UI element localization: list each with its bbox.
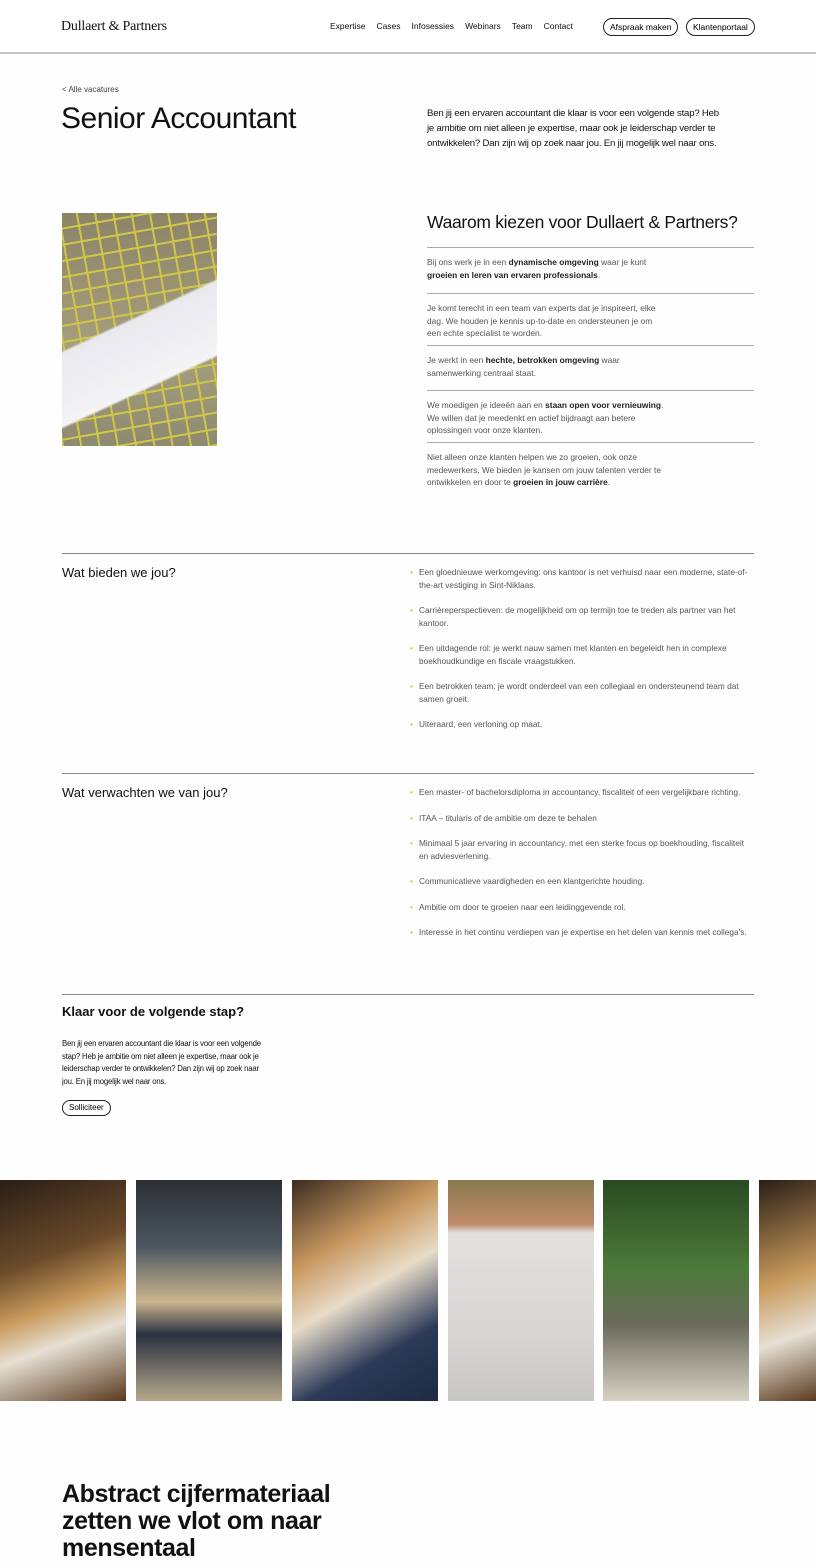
why-item: [427, 293, 754, 345]
bullet-icon: •: [410, 838, 413, 848]
nav-contact[interactable]: Contact: [543, 21, 573, 31]
main-nav: [330, 21, 573, 31]
list-item: [410, 926, 755, 939]
why-item-text: [427, 399, 667, 437]
team-outdoor-photo: [136, 1180, 282, 1401]
list-item: [410, 901, 755, 914]
bullet-icon: •: [410, 927, 413, 937]
why-item-text: [427, 451, 667, 489]
why-item-text: [427, 302, 667, 340]
list-item-text: Carrièreperspectieven: de mogelijkheid om op termijn toe te treden als partner van het kantoor.: [419, 605, 736, 628]
text-segment: .: [597, 269, 601, 280]
list-item-text: Ambitie om door te groeien naar een leidinggevende rol.: [419, 901, 626, 912]
cta-heading: Klaar voor de volgende stap?: [62, 1004, 245, 1019]
bullet-icon: •: [410, 643, 413, 653]
bullet-icon: •: [410, 719, 413, 729]
appointment-button[interactable]: Afspraak maken: [603, 18, 678, 36]
back-to-vacancies-link[interactable]: < Alle vacatures: [62, 85, 119, 94]
bullet-icon: •: [410, 605, 413, 615]
divider: [62, 773, 754, 774]
highlight-text: staan open voor vernieuwing: [545, 400, 662, 410]
list-item-text: Communicatieve vaardigheden en een klantgerichte houding.: [419, 876, 645, 886]
logo[interactable]: Dullaert & Partners: [61, 19, 167, 34]
text-segment: .: [607, 477, 610, 487]
nav-cases[interactable]: Cases: [376, 21, 401, 31]
why-item: [427, 390, 754, 442]
notebook-on-chair-photo: [62, 213, 217, 446]
highlight-text: dynamische omgeving: [508, 257, 599, 267]
list-item: [410, 875, 755, 888]
intro-text: Ben jij een ervaren accountant die klaar is voor een volgende stap? Heb je ambitie om niet alleen je expertise, maar ook je leiderschap verder te ontwikkelen? Dan zijn wij op zoek naar jou. En jij mogelijk wel naar ons.: [427, 108, 719, 149]
page-title: Senior Accountant: [61, 102, 297, 135]
list-item-text: ITAA – titularis of de ambitie om deze te behalen: [419, 812, 597, 823]
highlight-text: groeien en leren van ervaren professionals: [427, 269, 598, 280]
bullet-icon: •: [410, 681, 413, 691]
bullet-icon: •: [410, 876, 413, 886]
list-item: [410, 837, 755, 862]
lunch-photo: [0, 1180, 126, 1401]
list-item-text: Minimaal 5 jaar ervaring in accountancy, met een sterke focus op boekhouding, fiscaliteit en adviesverlening.: [419, 838, 744, 861]
why-heading: Waarom kiezen voor Dullaert & Partners?: [427, 212, 738, 232]
text-segment: Bij ons werk je in een: [427, 257, 509, 267]
why-list: [427, 247, 754, 502]
why-item: [427, 442, 754, 502]
offer-heading: Wat bieden we jou?: [62, 565, 176, 580]
list-item-text: Uiteraard, een verloning op maat.: [419, 719, 543, 729]
list-item: [410, 812, 755, 825]
list-item-text: Een master- of bachelorsdiploma in accountancy, fiscaliteit of een vergelijkbare richting.: [419, 787, 741, 797]
cta-text: Ben jij een ervaren accountant die klaar is voor een volgende stap? Heb je ambitie om niet alleen je expertise, maar ook je leiderschap verder te ontwikkelen? Dan zijn wij op zoek naar jou. En jij mogelijk wel naar ons.: [62, 1039, 261, 1086]
why-item-text: [427, 256, 667, 281]
text-segment: . We willen dat je meedenkt en actief bijdraagt aan betere oplossingen voor onze klanten.: [427, 400, 664, 435]
why-item: [427, 345, 754, 390]
text-segment: Je werkt in een: [427, 355, 486, 365]
walking-courtyard-photo: [448, 1180, 594, 1401]
expect-heading: Wat verwachten we van jou?: [62, 785, 228, 800]
text-segment: Je komt terecht in een team van experts dat je inspireert, elke dag. We houden je kennis up-to-date en ondersteunen je om een echte specialist te worden.: [427, 303, 656, 338]
food-table-photo: [292, 1180, 438, 1401]
text-segment: Niet alleen onze klanten helpen we zo groeien, ook onze medewerkers. We bieden je kansen om jouw talenten verder te ontwikkelen en door te: [427, 452, 662, 487]
nav-webinars[interactable]: Webinars: [465, 21, 501, 31]
highlight-text: hechte, betrokken omgeving: [485, 355, 600, 365]
lunch-photo-repeat: [759, 1180, 816, 1401]
why-item: [427, 247, 754, 293]
list-item: [410, 604, 755, 629]
list-item: [410, 680, 755, 705]
list-item: [410, 642, 755, 667]
bullet-icon: •: [410, 787, 413, 797]
bullet-icon: •: [410, 901, 413, 912]
nav-expertise[interactable]: Expertise: [330, 21, 366, 31]
apply-button[interactable]: Solliciteer: [62, 1100, 111, 1116]
highlight-text: groeien in jouw carrière: [513, 477, 608, 487]
text-segment: We moedigen je ideeën aan en: [427, 400, 546, 410]
nav-team[interactable]: Team: [511, 21, 533, 31]
list-item: [410, 566, 755, 591]
expect-list: [410, 786, 755, 952]
divider: [62, 994, 754, 995]
team-picnic-photo: [603, 1180, 749, 1401]
list-item-text: Interesse in het continu verdiepen van je expertise en het delen van kennis met collega's.: [419, 927, 747, 937]
list-item-text: Een uitdagende rol: je werkt nauw samen met klanten en begeleidt hen in complexe boekhoudkundige en fiscale vraagstukken.: [419, 643, 727, 666]
bullet-icon: •: [410, 812, 413, 823]
divider: [62, 553, 754, 554]
list-item: [410, 718, 755, 731]
nav-infosessies[interactable]: Infosessies: [411, 21, 455, 31]
offer-list: [410, 566, 755, 744]
text-segment: waar je kunt: [598, 257, 647, 267]
list-item: [410, 786, 755, 799]
why-item-text: [427, 354, 667, 379]
tagline: Abstract cijfermateriaal zetten we vlot om naar mensentaal: [62, 1480, 331, 1562]
list-item-text: Een gloednieuwe werkomgeving: ons kantoor is net verhuisd naar een moderne, state-of-the-art vestiging in Sint-Niklaas.: [419, 567, 748, 590]
site-header: [0, 0, 816, 54]
client-portal-button[interactable]: Klantenportaal: [686, 18, 755, 36]
list-item-text: Een betrokken team: je wordt onderdeel van een collegiaal en ondersteunend team dat samen groeit.: [419, 681, 739, 704]
bullet-icon: •: [410, 567, 413, 577]
text-segment: waar samenwerking centraal staat.: [427, 355, 620, 378]
